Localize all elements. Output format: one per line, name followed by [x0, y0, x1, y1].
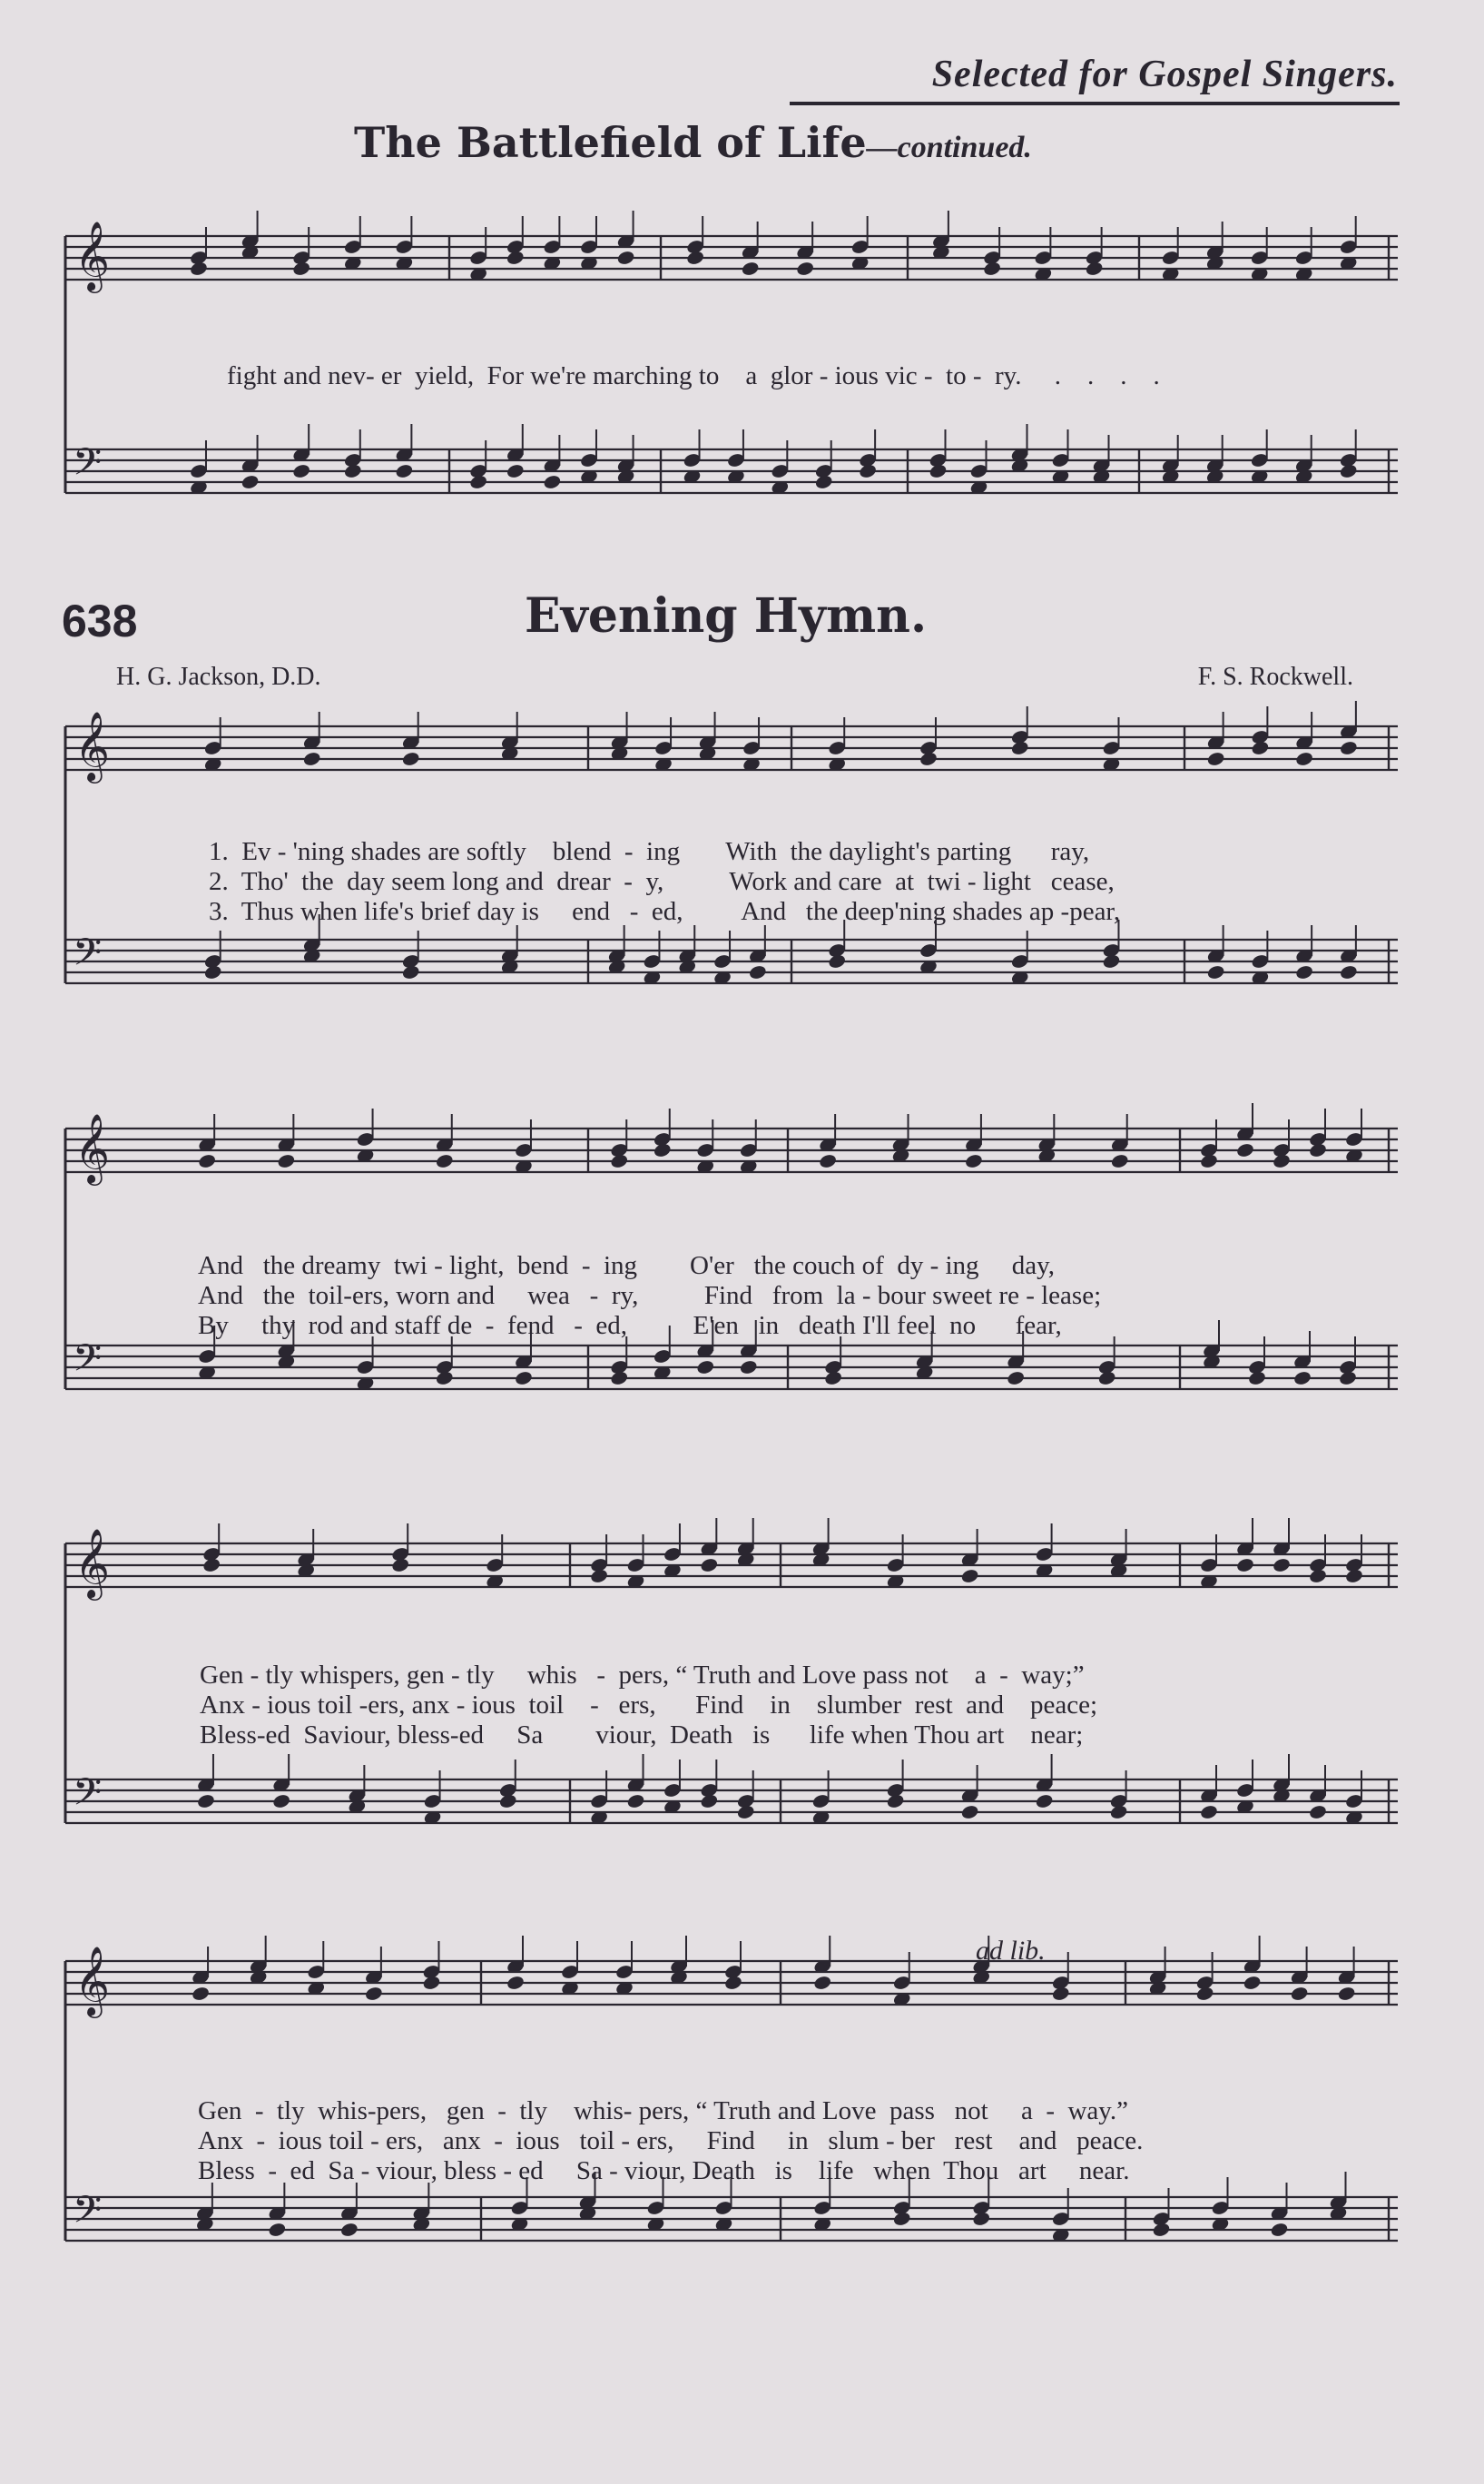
bass-clef-icon: 𝄢	[73, 1770, 103, 1823]
bass-note	[828, 953, 847, 970]
treble-note	[589, 1568, 608, 1584]
bass-clef-icon: 𝄢	[73, 2188, 103, 2241]
bass-note	[543, 474, 562, 490]
continued-label: —continued.	[866, 131, 1032, 164]
bass-note	[886, 1793, 905, 1809]
bass-clef-icon: 𝄢	[73, 440, 103, 493]
treble-note	[1308, 1568, 1327, 1584]
lyric-s4-l1: Gen - tly whis-pers, gen - tly whis- pers, “ Truth and Love pass not a - way.”	[198, 2096, 1129, 2125]
lyric-s3-l1: Gen - tly whispers, gen - tly whis - pers, “ Truth and Love pass not a - way;”	[200, 1661, 1085, 1690]
bass-note	[506, 463, 525, 479]
treble-note	[197, 1153, 216, 1169]
lyric-s2-l3: By thy rod and staff de - fend - ed, E'en in death I'll feel no fear,	[198, 1311, 1062, 1340]
treble-note	[391, 1557, 410, 1573]
bass-note	[343, 463, 362, 479]
treble-note	[1344, 1568, 1363, 1584]
lyric-s2-l1: And the dreamy twi - light, bend - ing O'er the couch of dy - ing day,	[198, 1251, 1056, 1280]
treble-note	[1339, 740, 1358, 756]
bass-note	[1339, 964, 1358, 981]
bass-note	[1206, 964, 1225, 981]
treble-note	[1272, 1153, 1291, 1169]
treble-note	[1235, 1557, 1254, 1573]
series-title: Selected for Gospel Singers.	[931, 54, 1398, 95]
bass-note	[1199, 1804, 1218, 1820]
bass-clef-icon: 𝄢	[73, 931, 103, 983]
tempo-marking: ad lib.	[976, 1936, 1046, 1966]
bass-note	[468, 474, 487, 490]
lyric-s1-l3: 3. Thus when life's brief day is end - ed, And the deep'ning shades ap -pear,	[209, 897, 1121, 926]
hymn-title: Evening Hymn.	[525, 588, 928, 644]
treble-clef-icon: 𝄞	[74, 1528, 111, 1598]
bass-note	[1270, 2222, 1289, 2238]
bass-note	[196, 1793, 215, 1809]
bass-note	[739, 1359, 758, 1375]
treble-note	[960, 1568, 979, 1584]
lyric-s3-l2: Anx - ious toil -ers, anx - ious toil - ers, Find in slumber rest and peace;	[200, 1690, 1098, 1720]
bass-note	[823, 1370, 842, 1386]
bass-note	[626, 1793, 645, 1809]
bass-note	[498, 1793, 517, 1809]
bass-note	[1109, 1804, 1128, 1820]
bass-note	[339, 2222, 359, 2238]
bass-note	[1338, 1370, 1357, 1386]
author-credit: H. G. Jackson, D.D.	[116, 663, 321, 691]
lyric-s1-l1: 1. Ev - 'ning shades are softly blend - ing With the daylight's parting ray,	[209, 837, 1090, 866]
bass-note	[1006, 1370, 1025, 1386]
bass-note	[610, 1370, 629, 1386]
treble-note	[919, 751, 938, 767]
bass-note	[1097, 1370, 1116, 1386]
continued-song-lyrics: fight and nev- er yield, For we're marching to a glor - ious vic - to - ry. . . . .	[227, 361, 1160, 390]
bass-note	[401, 964, 420, 981]
bass-note	[972, 2211, 991, 2227]
treble-clef-icon: 𝄞	[74, 1946, 111, 2016]
bass-clef-icon: 𝄢	[73, 1336, 103, 1389]
bass-note	[271, 1793, 290, 1809]
treble-note	[202, 1557, 221, 1573]
treble-clef-icon: 𝄞	[74, 1113, 111, 1183]
bass-note	[858, 463, 877, 479]
bass-note	[700, 1793, 719, 1809]
bass-note	[1247, 1370, 1266, 1386]
bass-note	[736, 1804, 755, 1820]
bass-note	[748, 964, 767, 981]
treble-note	[1051, 1986, 1070, 2002]
treble-note	[610, 1153, 629, 1169]
treble-note	[964, 1153, 983, 1169]
treble-note	[435, 1153, 454, 1169]
treble-note	[813, 1975, 832, 1991]
treble-note	[1110, 1153, 1129, 1169]
bass-note	[203, 964, 222, 981]
bass-note	[241, 474, 260, 490]
bass-note	[435, 1370, 454, 1386]
bass-note	[814, 474, 833, 490]
treble-note	[1235, 1142, 1254, 1158]
bass-note	[1035, 1793, 1054, 1809]
treble-note	[1337, 1986, 1356, 2002]
bass-note	[514, 1370, 533, 1386]
treble-note	[1251, 740, 1270, 756]
hymn-number: 638	[62, 596, 138, 646]
bass-note	[1152, 2222, 1171, 2238]
treble-note	[1272, 1557, 1291, 1573]
bass-note	[960, 1804, 979, 1820]
treble-clef-icon: 𝄞	[74, 711, 111, 781]
treble-note	[1199, 1153, 1218, 1169]
treble-note	[277, 1153, 296, 1169]
treble-clef-icon: 𝄞	[74, 221, 111, 291]
treble-note	[401, 751, 420, 767]
bass-note	[929, 463, 948, 479]
lyric-s2-l2: And the toil-ers, worn and wea - ry, Find from la - bour sweet re - lease;	[198, 1281, 1102, 1310]
treble-note	[1010, 740, 1029, 756]
treble-note	[422, 1975, 441, 1991]
continued-song-name: The Battlefield of Life	[354, 118, 867, 167]
treble-note	[506, 1975, 525, 1991]
bass-note	[268, 2222, 287, 2238]
bass-note	[291, 463, 310, 479]
bass-note	[395, 463, 414, 479]
lyric-s4-l3: Bless - ed Sa - viour, bless - ed Sa - viour, Death is life when Thou art near.	[198, 2156, 1130, 2185]
treble-note	[1290, 1986, 1309, 2002]
lyric-s4-l2: Anx - ious toil - ers, anx - ious toil - ers, Find in slum - ber rest and peace.	[198, 2126, 1144, 2155]
treble-note	[191, 1986, 210, 2002]
treble-note	[1308, 1142, 1327, 1158]
bass-note	[696, 1359, 715, 1375]
bass-note	[1339, 463, 1358, 479]
treble-note	[1243, 1975, 1262, 1991]
bass-note	[1102, 953, 1121, 970]
treble-note	[1195, 1986, 1214, 2002]
treble-note	[653, 1142, 672, 1158]
composer-credit: F. S. Rockwell.	[1197, 663, 1353, 691]
bass-note	[1292, 1370, 1312, 1386]
treble-note	[302, 751, 321, 767]
lyric-s1-l2: 2. Tho' the day seem long and drear - y, Work and care at twi - light cease,	[209, 867, 1115, 896]
lyric-s3-l3: Bless-ed Saviour, bless-ed Sa viour, Death is life when Thou art near;	[200, 1720, 1084, 1750]
treble-note	[700, 1557, 719, 1573]
treble-note	[723, 1975, 742, 1991]
bass-note	[892, 2211, 911, 2227]
bass-note	[1308, 1804, 1327, 1820]
treble-note	[1206, 751, 1225, 767]
treble-note	[364, 1986, 383, 2002]
treble-note	[1294, 751, 1313, 767]
treble-note	[818, 1153, 837, 1169]
bass-note	[1294, 964, 1313, 981]
